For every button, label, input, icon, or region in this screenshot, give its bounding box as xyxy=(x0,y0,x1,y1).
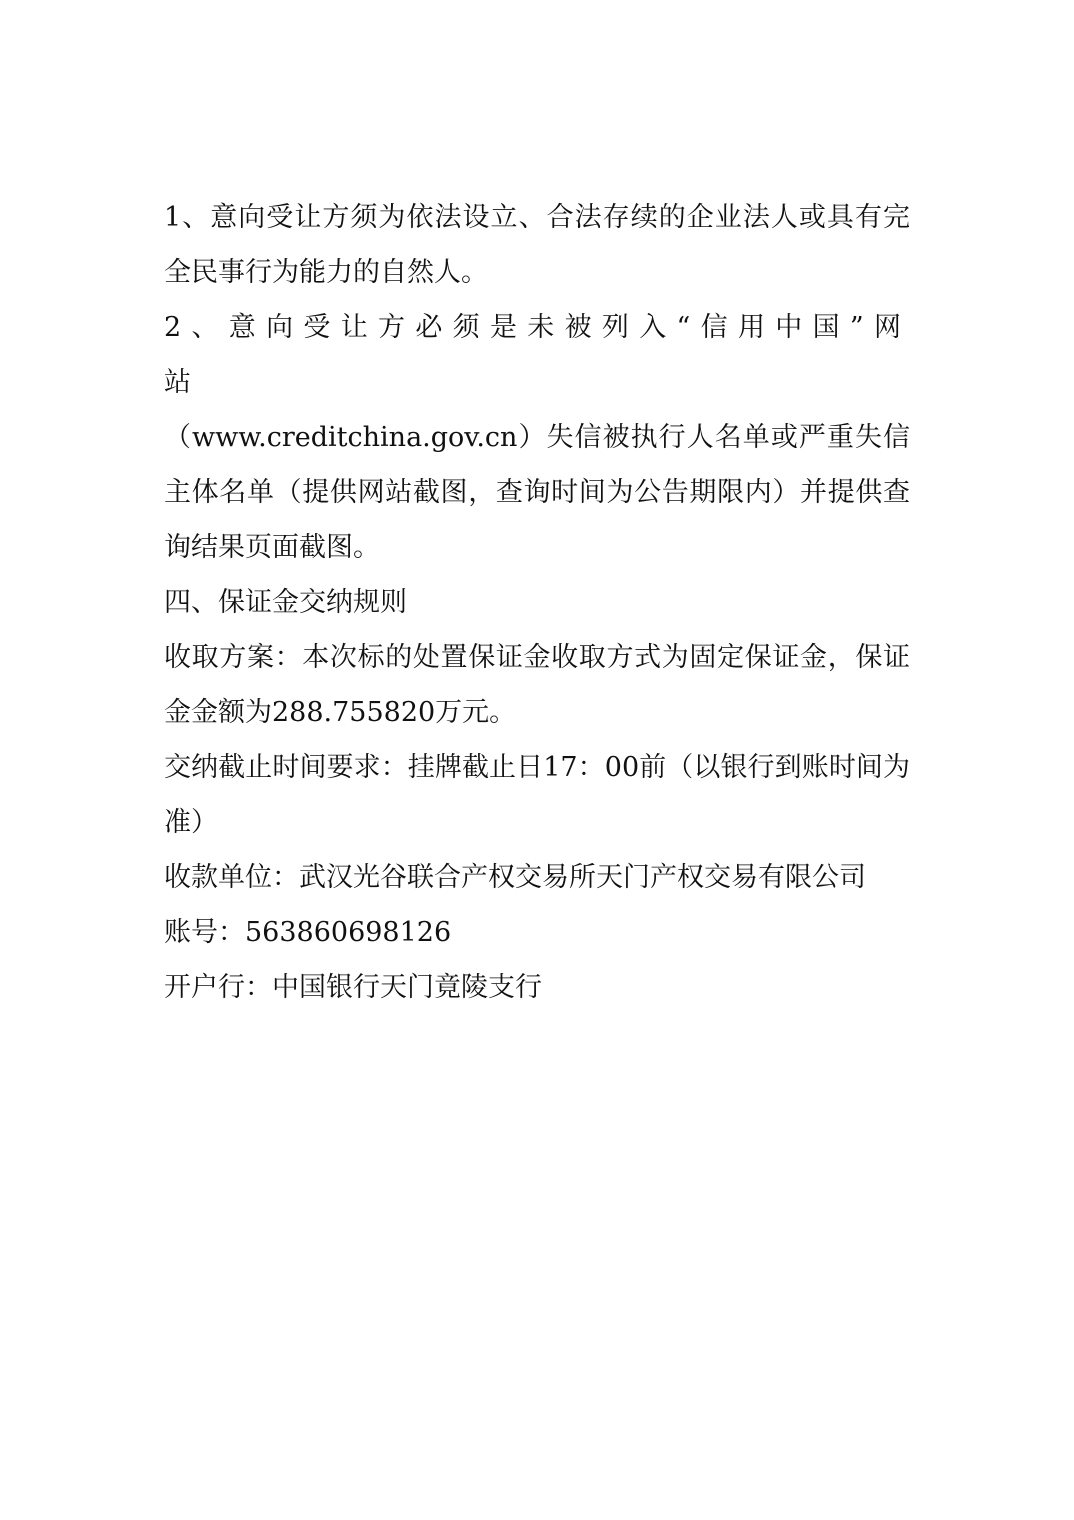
document-body xyxy=(164,190,910,1015)
clause-1: 1、意向受让方须为依法设立、合法存续的企业法人或具有完全民事行为能力的自然人。 xyxy=(164,202,910,288)
opening-bank: 开户行：中国银行天门竟陵支行 xyxy=(164,972,542,1003)
payee-unit: 收款单位：武汉光谷联合产权交易所天门产权交易有限公司 xyxy=(164,862,866,893)
payment-deadline: 交纳截止时间要求：挂牌截止日17：00前（以银行到账时间为准） xyxy=(164,752,910,838)
deposit-scheme: 收取方案：本次标的处置保证金收取方式为固定保证金，保证金金额为288.755820万元。 xyxy=(164,642,910,728)
clause-2-continued: （www.creditchina.gov.cn）失信被执行人名单或严重失信主体名单（提供网站截图，查询时间为公告期限内）并提供查询结果页面截图。 xyxy=(164,422,910,563)
clause-2-line-1: 2、意向受让方必须是未被列入“信用中国”网站 xyxy=(164,312,910,398)
account-number: 账号：563860698126 xyxy=(164,917,452,948)
section-4-heading: 四、保证金交纳规则 xyxy=(164,587,407,618)
